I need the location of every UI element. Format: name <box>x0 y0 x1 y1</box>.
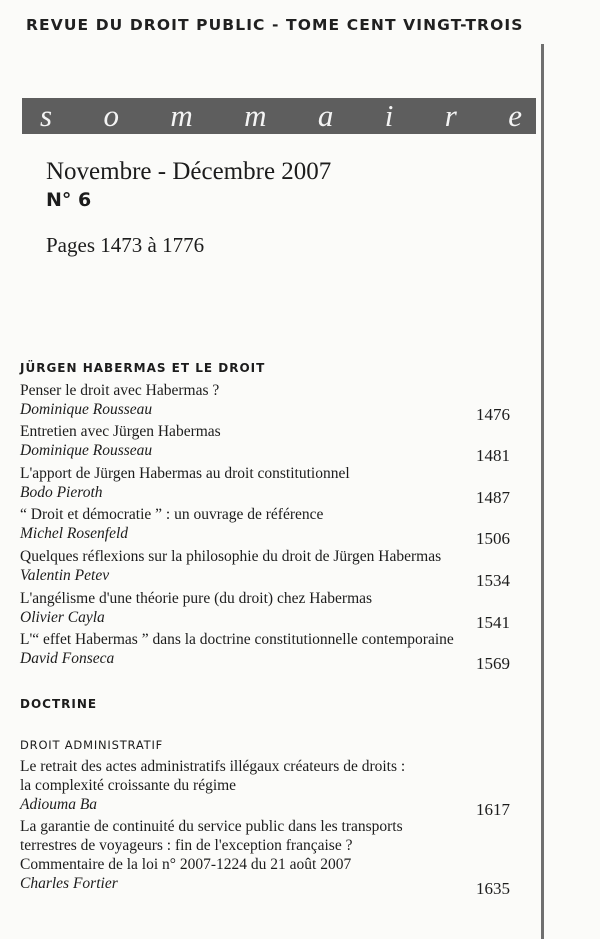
banner-letter: i <box>384 98 394 133</box>
entry-author: Dominique Rousseau <box>20 401 153 418</box>
journal-title: REVUE DU DROIT PUBLIC - TOME CENT VINGT-TROIS <box>26 16 524 34</box>
banner-letter: m <box>244 98 267 133</box>
entry-author: Bodo Pieroth <box>20 484 103 501</box>
toc-entry <box>20 464 510 507</box>
toc-entry <box>20 547 510 590</box>
banner-letter: m <box>170 98 193 133</box>
toc-entry <box>20 757 510 819</box>
banner-letter: r <box>444 98 457 133</box>
entry-title: L'angélisme d'une théorie pure (du droit) chez Habermas <box>20 590 373 607</box>
subsection-heading: DROIT ADMINISTRATIF <box>20 738 164 752</box>
entry-author: David Fonseca <box>20 650 115 667</box>
banner-letter: s <box>40 98 53 133</box>
entry-author: Dominique Rousseau <box>20 442 153 459</box>
issue-number: N° 6 <box>46 189 92 211</box>
issue-date: Novembre - Décembre 2007 <box>46 158 332 185</box>
entry-title: Penser le droit avec Habermas ? <box>20 382 220 399</box>
entry-title: Quelques réflexions sur la philosophie du droit de Jürgen Habermas <box>20 548 442 565</box>
entry-author: Valentin Petev <box>20 567 110 584</box>
entry-author: Michel Rosenfeld <box>20 525 129 542</box>
entry-page-number: 1481 <box>476 446 510 465</box>
toc-entry <box>20 589 510 632</box>
entry-title: L'apport de Jürgen Habermas au droit constitutionnel <box>20 465 350 482</box>
toc-entry <box>20 422 510 465</box>
banner-letter: a <box>317 98 334 133</box>
entry-page-number: 1534 <box>476 571 510 590</box>
entry-author: Olivier Cayla <box>20 609 105 626</box>
toc-entry <box>20 630 510 673</box>
section-heading: DOCTRINE <box>20 697 98 711</box>
toc-entry <box>20 381 510 424</box>
entry-page-number: 1569 <box>476 654 510 673</box>
entry-title: La garantie de continuité du service public dans les transports <box>20 818 403 835</box>
entry-page-number: 1487 <box>476 488 510 507</box>
entry-title: Entretien avec Jürgen Habermas <box>20 423 221 440</box>
entry-title: Commentaire de la loi n° 2007-1224 du 21 août 2007 <box>20 856 352 873</box>
entry-author: Adiouma Ba <box>20 796 98 813</box>
entry-title: “ Droit et démocratie ” : un ouvrage de référence <box>20 506 324 523</box>
entry-title: Le retrait des actes administratifs illégaux créateurs de droits : <box>20 758 406 775</box>
entry-page-number: 1541 <box>476 613 510 632</box>
banner-letter: o <box>103 98 119 133</box>
entry-page-number: 1506 <box>476 529 510 548</box>
issue-pages: Pages 1473 à 1776 <box>46 233 205 257</box>
entry-author: Charles Fortier <box>20 875 118 892</box>
entry-title: la complexité croissante du régime <box>20 777 237 794</box>
entry-page-number: 1476 <box>476 405 510 424</box>
entry-page-number: 1617 <box>476 800 510 819</box>
sommaire-banner <box>22 98 536 134</box>
banner-letter: e <box>508 98 522 133</box>
section-heading: JÜRGEN HABERMAS ET LE DROIT <box>20 361 266 375</box>
margin-rule <box>541 44 544 939</box>
toc-entry <box>20 817 510 898</box>
entry-title: terrestres de voyageurs : fin de l'exception française ? <box>20 837 353 854</box>
entry-title: L'“ effet Habermas ” dans la doctrine constitutionnelle contemporaine <box>20 631 454 648</box>
entry-page-number: 1635 <box>476 879 510 898</box>
toc-entry <box>20 505 510 548</box>
